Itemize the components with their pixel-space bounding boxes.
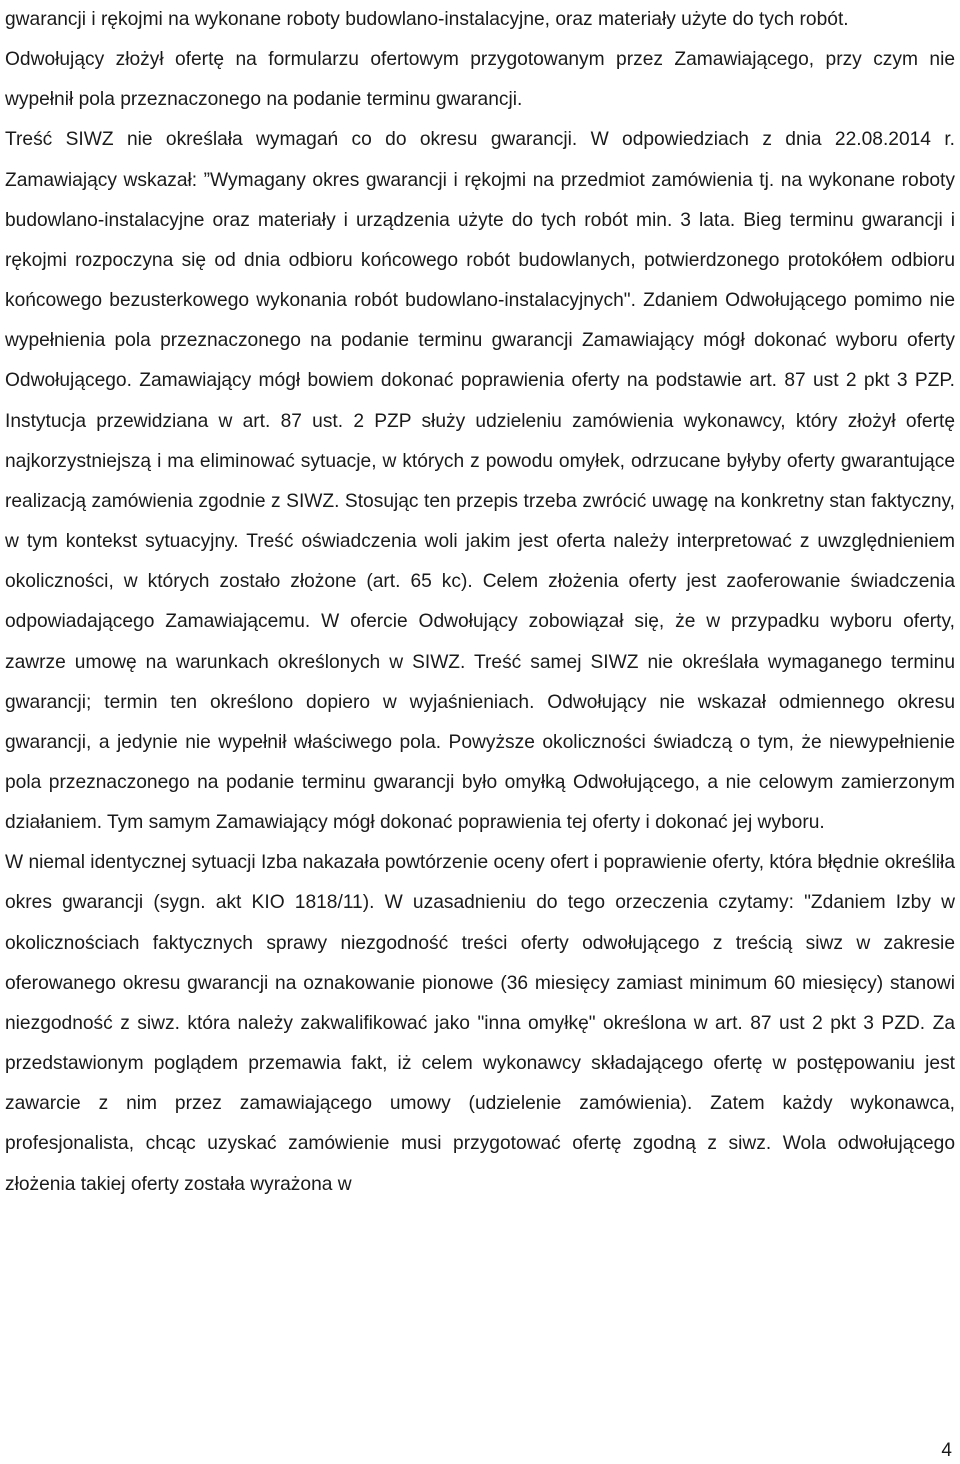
paragraph-2: Odwołujący złożył ofertę na formularzu ofertowym przygotowanym przez Zamawiającego, przy czym nie wypełnił pola przeznaczonego na podanie terminu gwarancji. <box>5 49 955 111</box>
paragraph-3: Treść SIWZ nie określała wymagań co do okresu gwarancji. W odpowiedziach z dnia 22.08.2014 r. Zamawiający wskazał: ”Wymagany okres gwarancji i rękojmi na przedmiot zamówienia tj. na wykonane roboty budowlano-instalacyjne oraz materiały i urządzenia użyte do tych robót min. 3 lata. Bieg terminu gwarancji i rękojmi rozpoczyna się od dnia odbioru końcowego robót budowlanych, potwierdzonego protokółem odbioru końcowego bezusterkowego wykonania robót budowlano-instalacyjnych". Zdaniem Odwołującego pomimo nie wypełnienia pola przeznaczonego na podanie terminu gwarancji Zamawiający mógł dokonać wyboru oferty Odwołującego. Zamawiający mógł bowiem dokonać poprawienia oferty na podstawie art. 87 ust 2 pkt 3 PZP. Instytucja przewidziana w art. 87 ust. 2 PZP służy udzieleniu zamówienia wykonawcy, który złożył ofertę najkorzystniejszą i ma eliminować sytuacje, w których z powodu omyłek, odrzucane byłyby oferty gwarantujące realizacją zamówienia zgodnie z SIWZ. Stosując ten przepis trzeba zwrócić uwagę na konkretny stan faktyczny, w tym kontekst sytuacyjny. Treść oświadczenia woli jakim jest oferta należy interpretować z uwzględnieniem okoliczności, w których zostało złożone (art. 65 kc). Celem złożenia oferty jest zaoferowanie świadczenia odpowiadającego Zamawiającemu. W ofercie Odwołujący zobowiązał się, że w przypadku wyboru oferty, zawrze umowę na warunkach określonych w SIWZ. Treść samej SIWZ nie określała wymaganego terminu gwarancji; termin ten określono dopiero w wyjaśnieniach. Odwołujący nie wskazał odmiennego okresu gwarancji, a jedynie nie wypełnił właściwego pola. Powyższe okoliczności świadczą o tym, że niewypełnienie pola przeznaczonego na podanie terminu gwarancji było omyłką Odwołującego, a nie celowym zamierzonym działaniem. Tym samym Zamawiający mógł dokonać poprawienia tej oferty i dokonać jej wyboru. <box>5 129 955 834</box>
page-number: 4 <box>941 1440 952 1461</box>
document-body <box>5 0 955 1205</box>
paragraph-4: W niemal identycznej sytuacji Izba nakazała powtórzenie oceny ofert i poprawienie oferty, która błędnie określiła okres gwarancji (sygn. akt KIO 1818/11). W uzasadnieniu do tego orzeczenia czytamy: "Zdaniem Izby w okolicznościach faktycznych sprawy niezgodność treści oferty odwołującego z treścią siwz w zakresie oferowanego okresu gwarancji na oznakowanie pionowe (36 miesięcy zamiast minimum 60 miesięcy) stanowi niezgodność z siwz. która należy zakwalifikować jako "inna omyłkę" określona w art. 87 ust 2 pkt 3 PZD. Za przedstawionym poglądem przemawia fakt, iż celem wykonawcy składającego ofertę w postępowaniu jest zawarcie z nim przez zamawiającego umowy (udzielenie zamówienia). Zatem każdy wykonawca, profesjonalista, chcąc uzyskać zamówienie musi przygotować ofertę zgodną z siwz. Wola odwołującego złożenia takiej oferty została wyrażona w <box>5 852 955 1195</box>
paragraph-1: gwarancji i rękojmi na wykonane roboty budowlano-instalacyjne, oraz materiały użyte do tych robót. <box>5 9 849 30</box>
